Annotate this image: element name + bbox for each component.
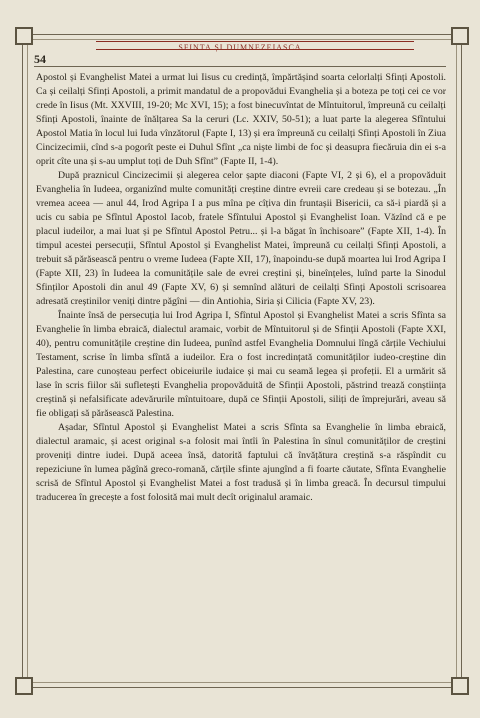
- page-number: 54: [34, 52, 46, 66]
- body-text: [36, 71, 446, 505]
- paragraph: După praznicul Cincizecimii și alegerea celor șapte diaconi (Fapte VI, 2 și 6), el a propovăduit Evanghelia în Iudeea, organizînd multe comunități creștine dintre evreii care credeau și se botezau. „În vremea aceea — anul 44, Irod Agripa I a pus mîna pe cîțiva din fruntașii Bisericii, ca să-i piardă și a ucis cu sabia pe Sfîntul Apostol Iacob, fratele Sfîntului Apostol și Evanghelist Ioan. Văzînd că e pe placul iudeilor, a mai luat și pe Sfîntul Apostol Petru... și l-a băgat în închisoare” (Fapte XII, 1-4). În timpul acestei persecuții, Sfîntul Apostol și Evanghelist Matei, împreună cu ceilalți Sfinți Apostoli, a trebuit să părăsească pentru o vreme Iudeea (Fapte XII, 17), înapoindu-se după moartea lui Irod Agripa I (Fapte XII, 23) în Iudeea la comunitățile sale de evrei creștini și, bineînțeles, luînd parte la Sinodul Sfinților Apostoli din anul 49 (Fapte XV, 6) și semnînd alături de ceilalți Sfinți Apostoli scrisoarea adresată creștinilor veniți dintre păgîni — din Antiohia, Siria și Cilicia (Fapte XV, 23).: [36, 170, 446, 307]
- paragraph: Apostol și Evanghelist Matei a urmat lui Iisus cu credință, împărtășind soarta celorlalți Sfinți Apostoli. Ca și ceilalți Sfinți Apostoli, a primit mandatul de a propovădui Evanghelia și a boteza pe toți cei ce vor crede în Iisus (Mt. XXVIII, 19-20; Mc XVI, 15); a fost binecuvîntat de Mîntuitorul, împreună cu ceilalți Sfinți Apostoli, înainte de înălțarea Sa la ceruri (Lc. XXIV, 50-51); a luat parte la alegerea Sfîntului Apostol Matia în locul lui Iuda vînzătorul (Fapte I, 13) și era împreună cu ceilalți Sfinți Apostoli în Ziua Cincizecimii, cînd s-a pogorît peste ei Duhul Sfînt „ca niște limbi de foc și deasupra fiecăruia din ei s-a oprit cîte una și s-au umplut toți de Duh Sfînt” (Fapte II, 1-4).: [36, 72, 446, 167]
- running-title: SFINTA ȘI DUMNEZEIASCA: [178, 43, 302, 52]
- paragraph: Înainte însă de persecuția lui Irod Agripa I, Sfîntul Apostol și Evanghelist Matei a scris Sfînta sa Evanghelie în limba ebraică, dialectul aramaic, vorbit de Mîntuitorul și de Sfinții Apostoli (Fapte XXI, 40), pentru comunitățile creștine din Iudeea, punînd astfel Evanghelia Domnului lîngă cărțile Vechiului Testament, scrise în limba sfîntă a iudeilor. Era o fost incredințată comunităților iudeo-creștine din Palestina, care cunoșteau perfect obiceiurile iudaice și mai cu seamă legea și profeții. El a urmărit să lase în scris fiilor săi sufletești Evanghelia propovăduită de Sfinții Apostoli, păstrind trează conștiința creștină și nefalsificate adevărurile mîntuitoare, după ce Sfinții Apostoli, siliți de împrejurări, aveau să fie obligați să părăsească Palestina.: [36, 310, 446, 419]
- corner-ornament: [15, 677, 33, 695]
- header-divider: [34, 66, 446, 67]
- corner-ornament: [451, 677, 469, 695]
- paragraph: Așadar, Sfîntul Apostol și Evanghelist Matei a scris Sfînta sa Evanghelie în limba ebraică, dialectul aramaic, și acest original s-a folosit mai întîi în Palestina în sînul comunităților de creștini proveniți dintre iudei. După aceea însă, datorită faptului că învățătura creștină s-a răspîndit cu repeziciune în lumea păgînă greco-romană, cărțile sfinte ajungînd a fi foarte căutate, Sfînta Evanghelie scrisă de Sfîntul Apostol și Evanghelist Matei a fost tradusă și în limba greacă. În decursul timpului traducerea în grecește a fost folosită mai mult decît originalul aramaic.: [36, 422, 446, 503]
